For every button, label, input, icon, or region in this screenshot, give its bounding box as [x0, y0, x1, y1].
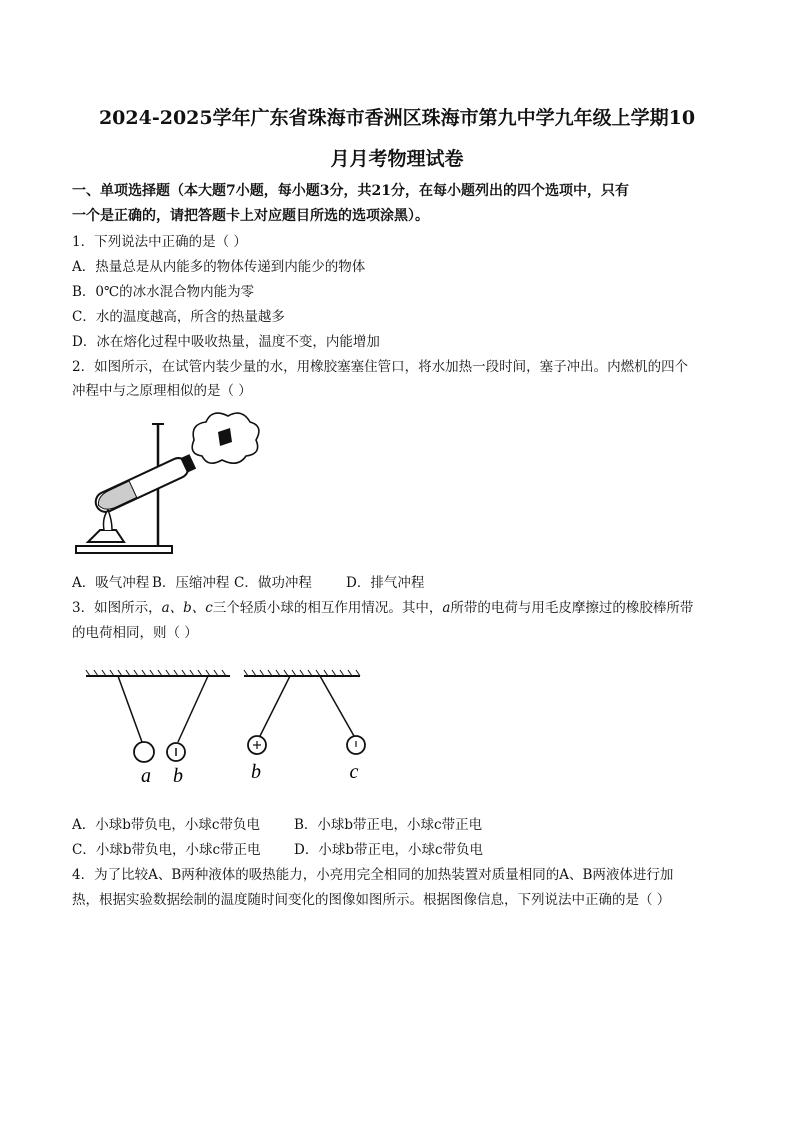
q3-stem-part1: 3．如图所示，: [72, 600, 162, 616]
q1-option-a: A．热量总是从内能多的物体传递到内能少的物体: [72, 259, 366, 275]
q1-option-d: D．冰在熔化过程中吸收热量，温度不变，内能增加: [72, 334, 380, 350]
q3-stem-line2: 的电荷相同，则（ ）: [72, 625, 198, 641]
q2-stem-line1: 2．如图所示，在试管内装少量的水，用橡胶塞塞住管口，将水加热一段时间，塞子冲出。内燃机的四个: [72, 359, 689, 375]
fig-label-c: c: [349, 761, 359, 783]
q1-stem: 1．下列说法中正确的是（ ）: [72, 234, 247, 250]
exam-title-line1: 2024-2025学年广东省珠海市香洲区珠海市第九中学九年级上学期10: [98, 107, 696, 129]
q1-option-c: C．水的温度越高，所含的热量越多: [72, 309, 285, 325]
section-heading-line1: 一、单项选择题（本大题7小题，每小题3分，共21分，在每小题列出的四个选项中，只有: [72, 183, 629, 199]
q4-stem-line2: 热，根据实验数据绘制的温度随时间变化的图像如图所示。根据图像信息，下列说法中正确的是（ ）: [72, 892, 671, 908]
q3-options-row1: [72, 815, 732, 835]
q2-option-a: A．吸气冲程: [72, 575, 150, 591]
fig-label-a: a: [141, 765, 151, 787]
q3-option-d: D．小球b带正电，小球c带负电: [294, 842, 484, 858]
q3-stem-part3: 所带的电荷与用毛皮摩擦过的橡胶棒所带: [450, 600, 694, 616]
fig-label-b-left: b: [173, 765, 183, 787]
exam-title-line2: 月月考物理试卷: [330, 148, 464, 170]
q2-option-b: B．压缩冲程: [152, 575, 230, 591]
q3-option-b: B．小球b带正电，小球c带正电: [294, 817, 483, 833]
q1-option-b: B．0℃的冰水混合物内能为零: [72, 284, 255, 300]
q2-options-row: [72, 573, 732, 593]
q3-stem-vars: a、b、c: [161, 600, 213, 616]
q2-option-c: C．做功冲程: [234, 575, 312, 591]
q3-stem-var-a: a: [442, 600, 451, 616]
test-tube-heating-figure: [72, 410, 262, 560]
section-heading-line2: 一个是正确的，请把答题卡上对应题目所选的选项涂黑）。: [72, 208, 429, 224]
q2-stem-line2: 冲程中与之原理相似的是（ ）: [72, 383, 252, 399]
q3-stem-line1: [72, 598, 732, 618]
q2-option-d: D．排气冲程: [346, 575, 425, 591]
q3-option-c: C．小球b带负电，小球c带正电: [72, 842, 261, 858]
fig-label-b-right: b: [251, 761, 261, 783]
charged-balls-figure: [84, 668, 374, 790]
q4-stem-line1: 4．为了比较A、B两种液体的吸热能力，小亮用完全相同的加热装置对质量相同的A、B两液体进行加: [72, 867, 674, 883]
q3-option-a: A．小球b带负电，小球c带负电: [72, 817, 260, 833]
q3-stem-part2: 三个轻质小球的相互作用情况。其中，: [212, 600, 443, 616]
q3-options-row2: [72, 840, 732, 860]
